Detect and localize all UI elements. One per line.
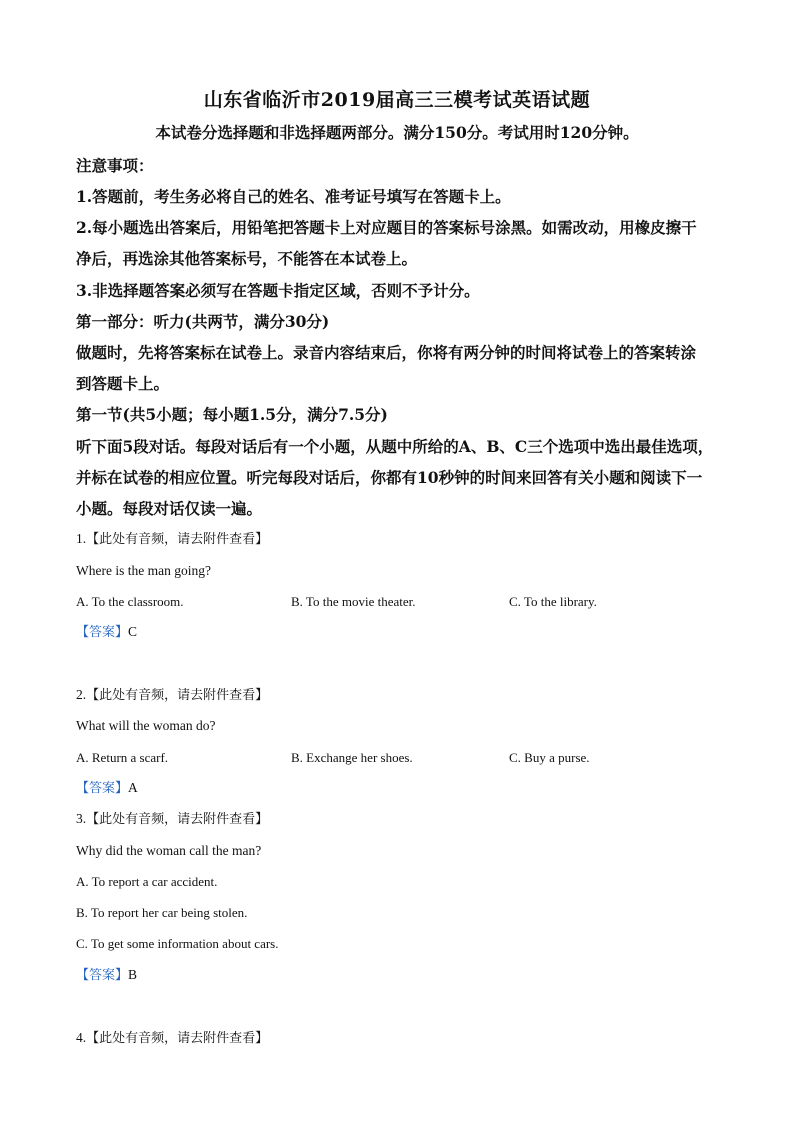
question-2-header [76, 686, 268, 705]
section1-line: 并标在试卷的相应位置。听完每段对话后，你都有10秒钟的时间来回答有关小题和阅读下一 [76, 468, 703, 487]
question-number: 4. [76, 1030, 87, 1045]
question-1-stem: Where is the man going? [76, 563, 211, 578]
section1-line: 听下面5段对话。每段对话后有一个小题，从题中所给的A、B、C三个选项中选出最佳选项， [76, 437, 714, 456]
answer-tag: 【答案】 [76, 968, 129, 983]
answer-value: C [128, 624, 138, 639]
question-3-option-a: A. To report a car accident. [76, 874, 218, 889]
page-title: 山东省临沂市2019届高三三模考试英语试题 [203, 89, 591, 111]
question-2-option-c: C. Buy a purse. [509, 750, 590, 765]
question-4-header [76, 1029, 268, 1048]
question-number: 3. [76, 811, 87, 826]
question-2-option-b: B. Exchange her shoes. [291, 750, 413, 765]
note-line: 2.每小题选出答案后，用铅笔把答题卡上对应题目的答案标号涂黑。如需改动，用橡皮擦干 [76, 218, 697, 237]
notes-heading: 注意事项： [76, 156, 154, 175]
audio-note: 【此处有音频，请去附件查看】 [86, 532, 269, 547]
part1-heading: 第一部分：听力(共两节，满分30分) [76, 312, 330, 331]
question-number: 2. [76, 687, 87, 702]
question-3-option-b: B. To report her car being stolen. [76, 905, 248, 920]
exam-subtitle: 本试卷分选择题和非选择题两部分。满分150分。考试用时120分钟。 [155, 123, 639, 142]
question-1-header [76, 530, 268, 549]
note-line: 1.答题前，考生务必将自己的姓名、准考证号填写在答题卡上。 [76, 187, 511, 206]
question-1-option-b: B. To the movie theater. [291, 594, 416, 609]
note-line: 净后，再选涂其他答案标号，不能答在本试卷上。 [76, 249, 418, 268]
question-3-answer [76, 966, 137, 985]
answer-tag: 【答案】 [76, 625, 129, 640]
answer-tag: 【答案】 [76, 781, 129, 796]
question-3-option-c: C. To get some information about cars. [76, 936, 279, 951]
section1-line: 小题。每段对话仅读一遍。 [76, 499, 263, 518]
question-1-answer [76, 623, 137, 642]
question-2-stem: What will the woman do? [76, 718, 216, 733]
question-2-option-a: A. Return a scarf. [76, 750, 169, 765]
answer-value: B [128, 967, 138, 982]
note-line: 3.非选择题答案必须写在答题卡指定区域，否则不予计分。 [76, 281, 480, 300]
question-1-option-c: C. To the library. [509, 594, 597, 609]
question-3-stem: Why did the woman call the man? [76, 843, 262, 858]
audio-note: 【此处有音频，请去附件查看】 [86, 688, 269, 703]
audio-note: 【此处有音频，请去附件查看】 [86, 812, 269, 827]
audio-note: 【此处有音频，请去附件查看】 [86, 1031, 269, 1046]
question-3-header [76, 810, 268, 829]
question-number: 1. [76, 531, 87, 546]
section1-heading: 第一节(共5小题；每小题1.5分，满分7.5分) [76, 405, 388, 424]
part1-line: 到答题卡上。 [76, 374, 170, 393]
question-1-option-a: A. To the classroom. [76, 594, 184, 609]
question-2-answer [76, 779, 138, 798]
part1-line: 做题时，先将答案标在试卷上。录音内容结束后，你将有两分钟的时间将试卷上的答案转涂 [76, 343, 697, 362]
answer-value: A [128, 780, 138, 795]
